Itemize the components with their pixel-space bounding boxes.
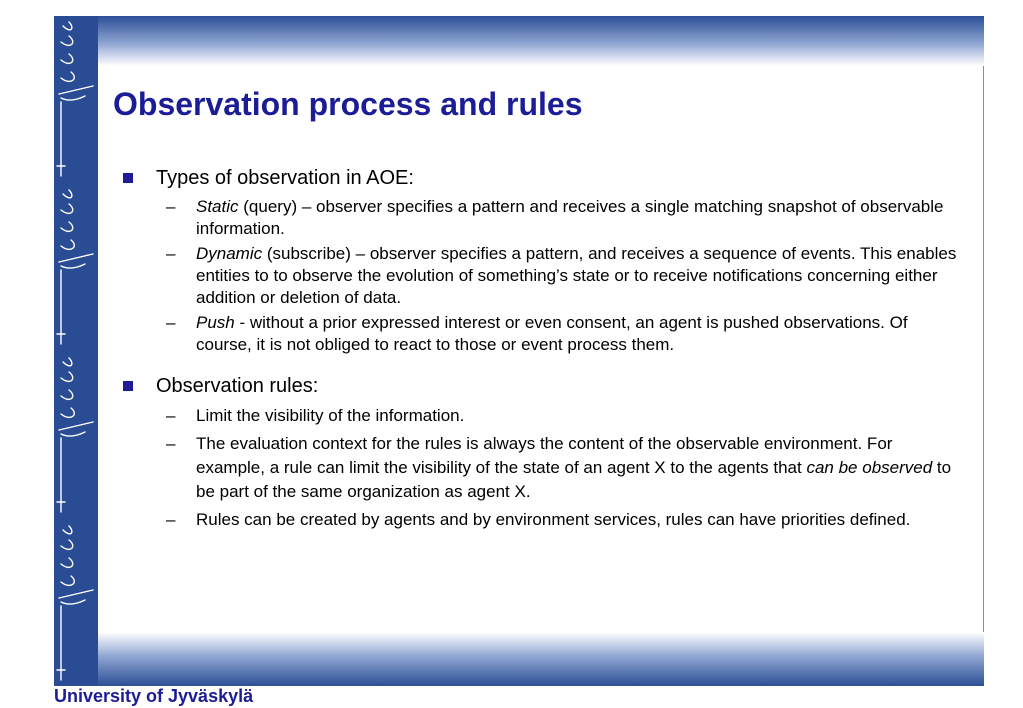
- sub-bullet-text-a: The evaluation context for the rules is always the content of the observable environment. For example, a rule can limit the visibility of the state of an agent X to the agents that: [196, 434, 893, 477]
- bullet-text: Observation rules:: [156, 375, 319, 397]
- sub-bullet-rules-creation: [122, 508, 966, 532]
- university-emblem-logo: [55, 16, 97, 686]
- bullet-text: Types of observation in AOE:: [156, 167, 414, 189]
- bullet-observation-rules: [122, 374, 962, 398]
- sub-bullet-dynamic: [122, 243, 962, 309]
- slide-content: [122, 166, 962, 532]
- sub-bullet-evaluation-context: [122, 432, 966, 504]
- square-bullet-icon: [123, 381, 133, 391]
- dash-bullet: –: [166, 244, 176, 263]
- term-can-be-observed: can be observed: [806, 458, 933, 477]
- sub-bullet-text: Rules can be created by agents and by environment services, rules can have priorities defined.: [196, 510, 911, 529]
- sub-bullet-text-b: to be part of the same organization as agent X.: [196, 458, 952, 501]
- sub-bullet-text: Limit the visibility of the information.: [196, 406, 465, 425]
- term-static: Static: [196, 197, 239, 216]
- sub-bullet-text: - without a prior expressed interest or even consent, an agent is pushed observations. Of course, it is not obliged to react to those or event process them.: [196, 313, 908, 354]
- bullet-types-of-observation: [122, 166, 962, 190]
- sub-bullet-static: [122, 196, 962, 240]
- sub-bullet-text: (query) – observer specifies a pattern and receives a single matching snapshot of observable information.: [196, 197, 944, 238]
- top-gradient-band: [98, 16, 984, 66]
- dash-bullet: –: [166, 434, 176, 453]
- term-push: Push: [196, 313, 235, 332]
- dash-bullet: –: [166, 406, 176, 425]
- footer-university-name: University of Jyväskylä: [54, 686, 254, 706]
- dash-bullet: –: [166, 197, 176, 216]
- square-bullet-icon: [123, 173, 133, 183]
- term-dynamic: Dynamic: [196, 244, 263, 263]
- dash-bullet: –: [166, 510, 176, 529]
- sub-bullet-limit-visibility: [122, 404, 962, 428]
- sub-bullet-push: [122, 312, 962, 356]
- dash-bullet: –: [166, 313, 176, 332]
- sub-bullet-text: (subscribe) – observer specifies a pattern, and receives a sequence of events. This enables entities to to observe the evolution of something’s state or to receive notifications concerning either addition or deletion of data.: [196, 244, 957, 307]
- bottom-gradient-band: [98, 632, 984, 686]
- slide-title: Observation process and rules: [113, 86, 583, 122]
